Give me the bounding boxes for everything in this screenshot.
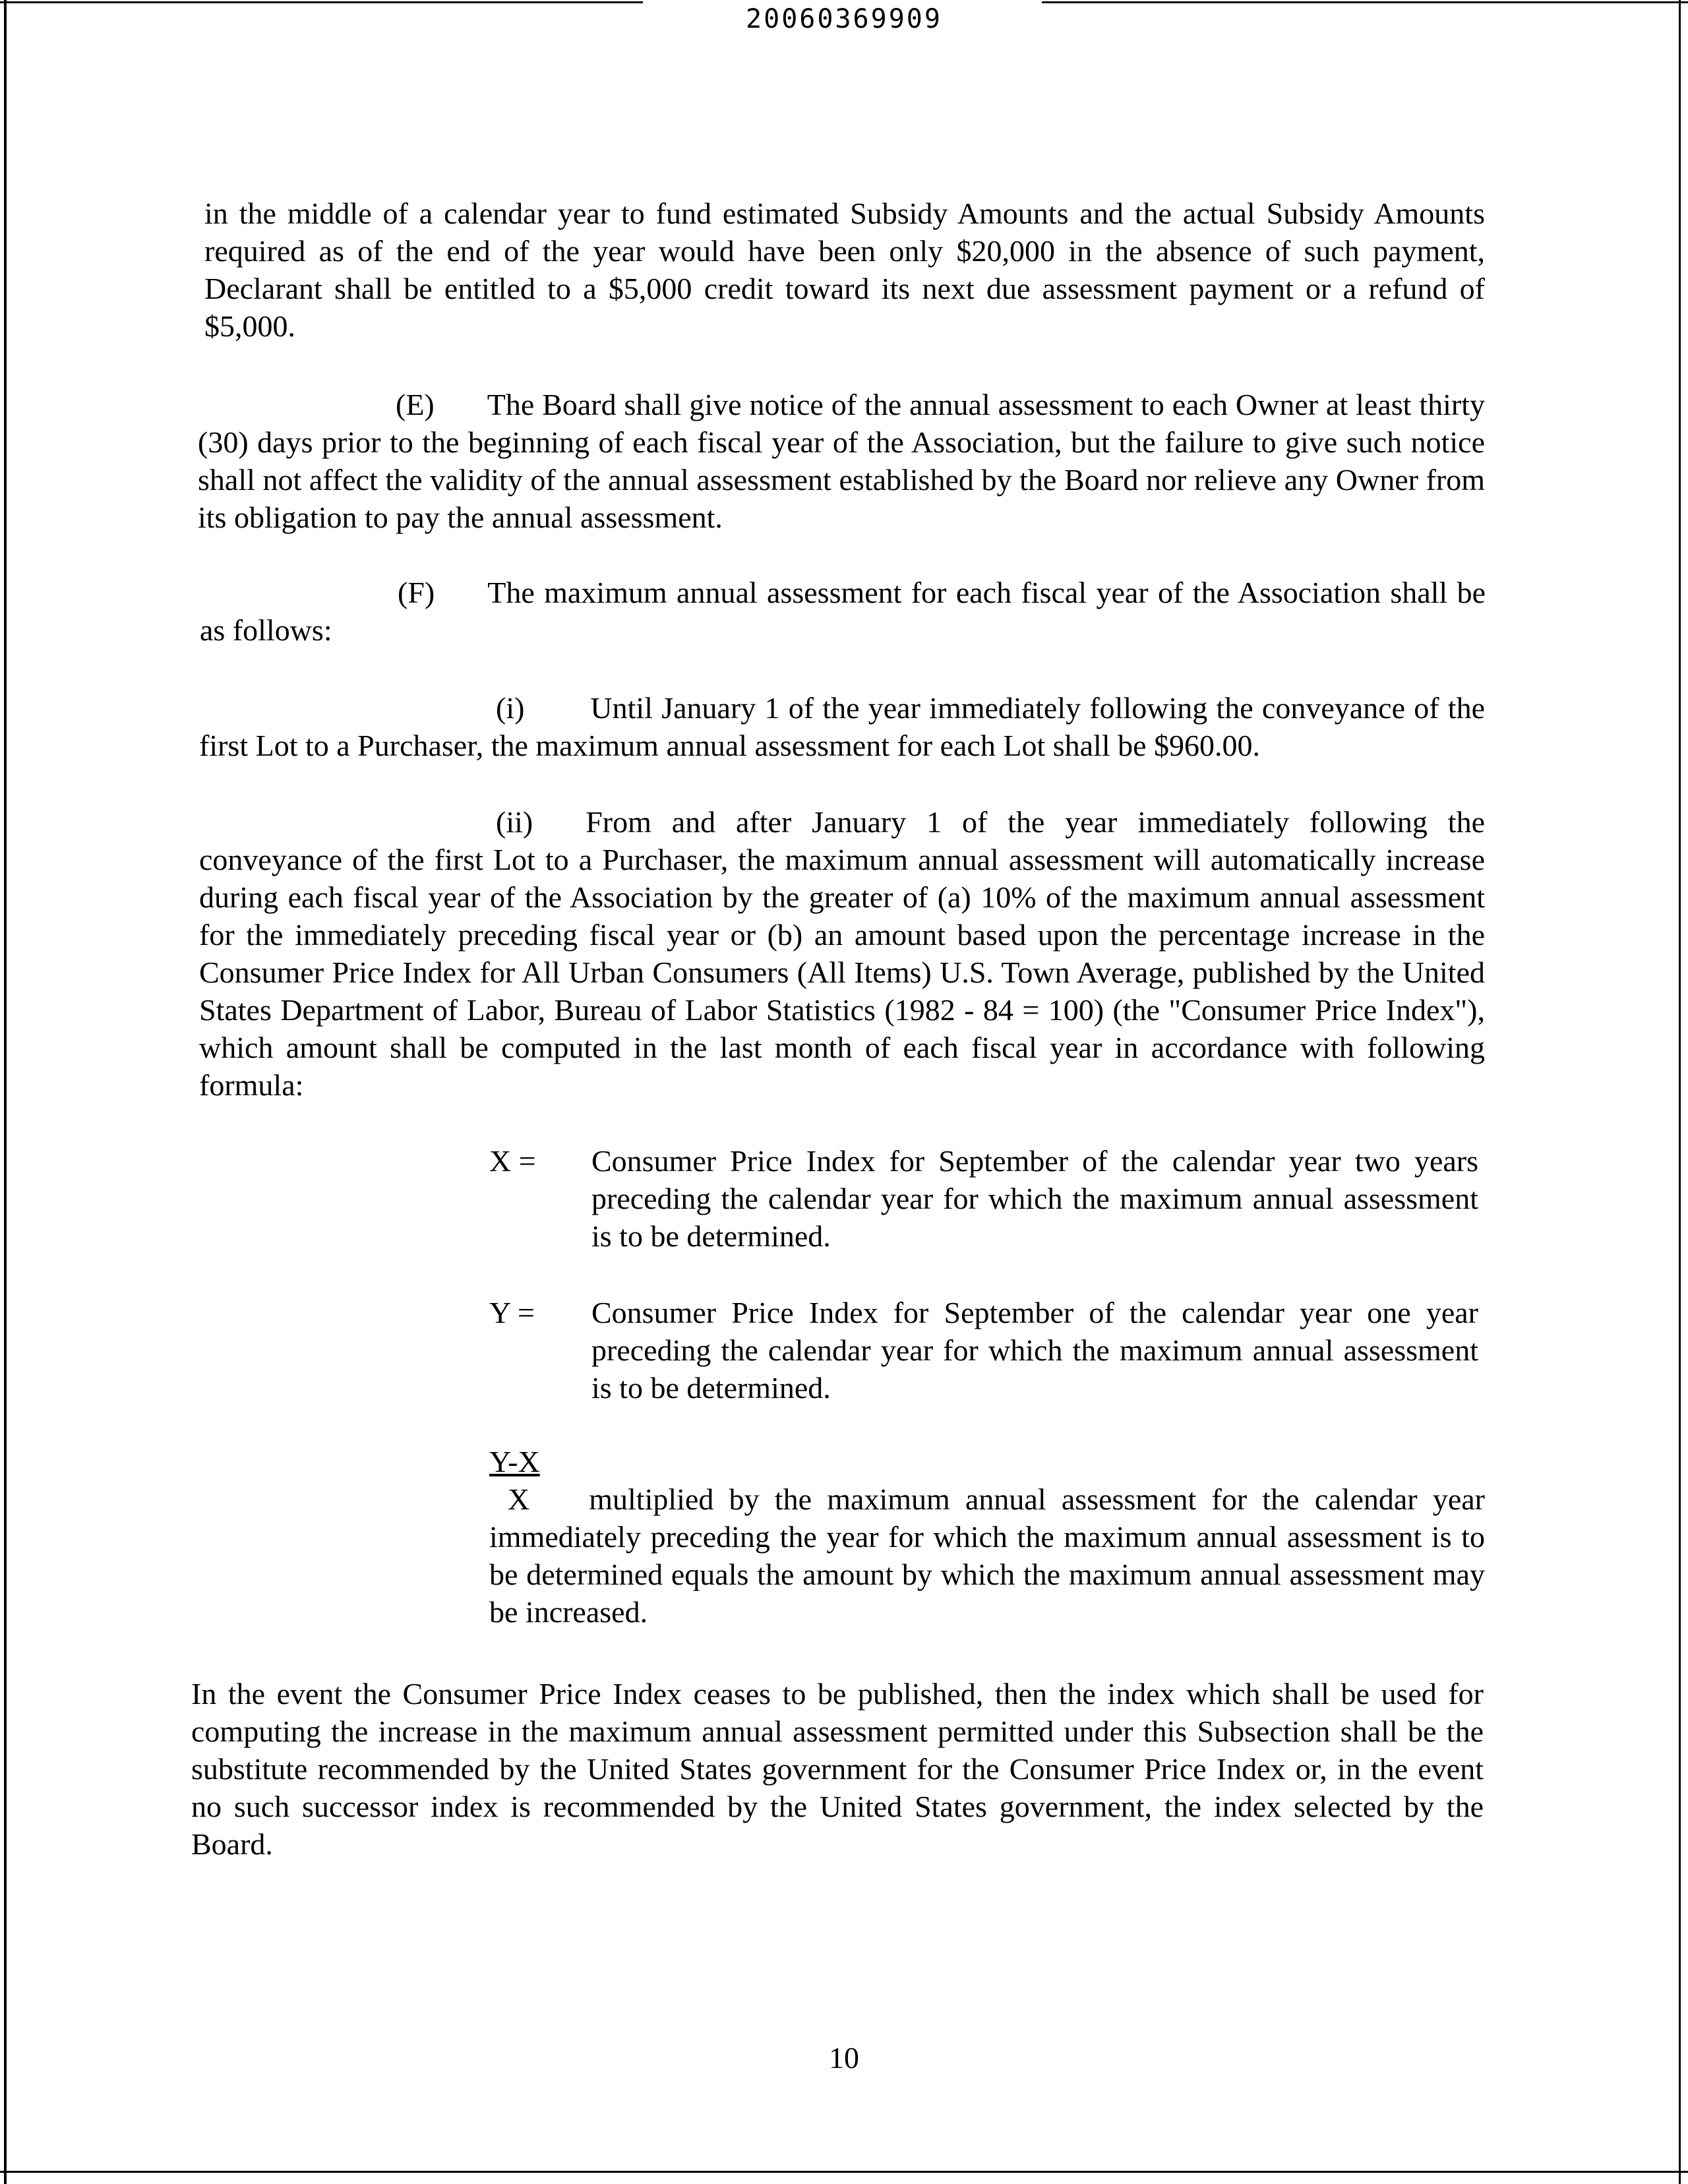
paragraph-i-label: (i) [496,691,525,725]
paragraph-f [200,574,1486,649]
scan-edge-left [4,0,7,2184]
formula-definition-x [489,1142,1478,1253]
fraction-text: multiplied by the maximum annual assessment for the calendar year immediately preceding the year for which the maximum annual assessment is to be determined equals the amount by which the maximum annual assessment may be increased. [489,1482,1485,1629]
paragraph-ii-label: (ii) [496,805,533,839]
fraction-denominator: X [508,1482,530,1516]
paragraph-e-text: The Board shall give notice of the annual assessment to each Owner at least thirty (30) days prior to the beginning of each fiscal year of the Association, but the failure to give such notice shall not affect the validity of the annual assessment established by the Board nor relieve any Owner from its obligation to pay the annual assessment. [198,388,1485,534]
formula-x-text: Consumer Price Index for September of the calendar year two years preceding the calendar year for which the maximum annual assessment is to be determined. [591,1144,1478,1253]
formula-definition-y [489,1294,1478,1405]
fraction-explanation [489,1480,1485,1631]
paragraph-f-text: The maximum annual assessment for each fiscal year of the Association shall be as follows: [200,576,1486,647]
formula-y-text: Consumer Price Index for September of the calendar year one year preceding the calendar year for which the maximum annual assessment is to be determined. [591,1296,1478,1405]
paragraph-f-label: (F) [398,576,435,609]
fraction-numerator: Y-X [489,1445,540,1478]
paragraph-ii-text: From and after January 1 of the year immediately following the conveyance of the first Lot to a Purchaser, the maximum annual assessment will automatically increase during each fiscal year of the Association by the greater of (a) 10% of the maximum annual assessment for the immediately preceding fiscal year or (b) an amount based upon the percentage increase in the Consumer Price Index for All Urban Consumers (All Items) U.S. Town Average, published by the United States Department of Labor, Bureau of Labor Statistics (1982 - 84 = 100) (the "Consumer Price Index"), which amount shall be computed in the last month of each fiscal year in accordance with following formula: [199,805,1485,1102]
header-rule-left [0,1,643,3]
formula-y-label: Y = [489,1296,535,1329]
paragraph-i-text: Until January 1 of the year immediately following the conveyance of the first Lot to a Purchaser, the maximum annual assessment for each Lot shall be $960.00. [199,691,1485,762]
formula-fraction [489,1443,1485,1631]
paragraph-ii [199,803,1485,1104]
formula-x-label: X = [489,1144,536,1178]
paragraph-i [199,689,1485,764]
scan-edge-right [1679,0,1681,2184]
document-number: 20060369909 [746,4,942,34]
footer-rule [0,2171,1688,2173]
paragraph-final: In the event the Consumer Price Index ceases to be published, then the index which shall be used for computing the increase in the maximum annual assessment permitted under this Subsection shall be the substitute recommended by the United States government for the Consumer Price Index or, in the event no such successor index is recommended by the United States government, the index selected by the Board. [191,1677,1484,1861]
paragraph-e-label: (E) [396,388,435,421]
header-rule-right [1042,1,1688,3]
paragraph-e [198,386,1485,536]
page-number: 10 [829,2041,859,2075]
paragraph-continued: in the middle of a calendar year to fund estimated Subsidy Amounts and the actual Subsidy Amounts required as of the end of the year would have been only $20,000 in the absence of such payment, Declarant shall be entitled to a $5,000 credit toward its next due assessment payment or a refund of $5,000. [204,197,1485,343]
